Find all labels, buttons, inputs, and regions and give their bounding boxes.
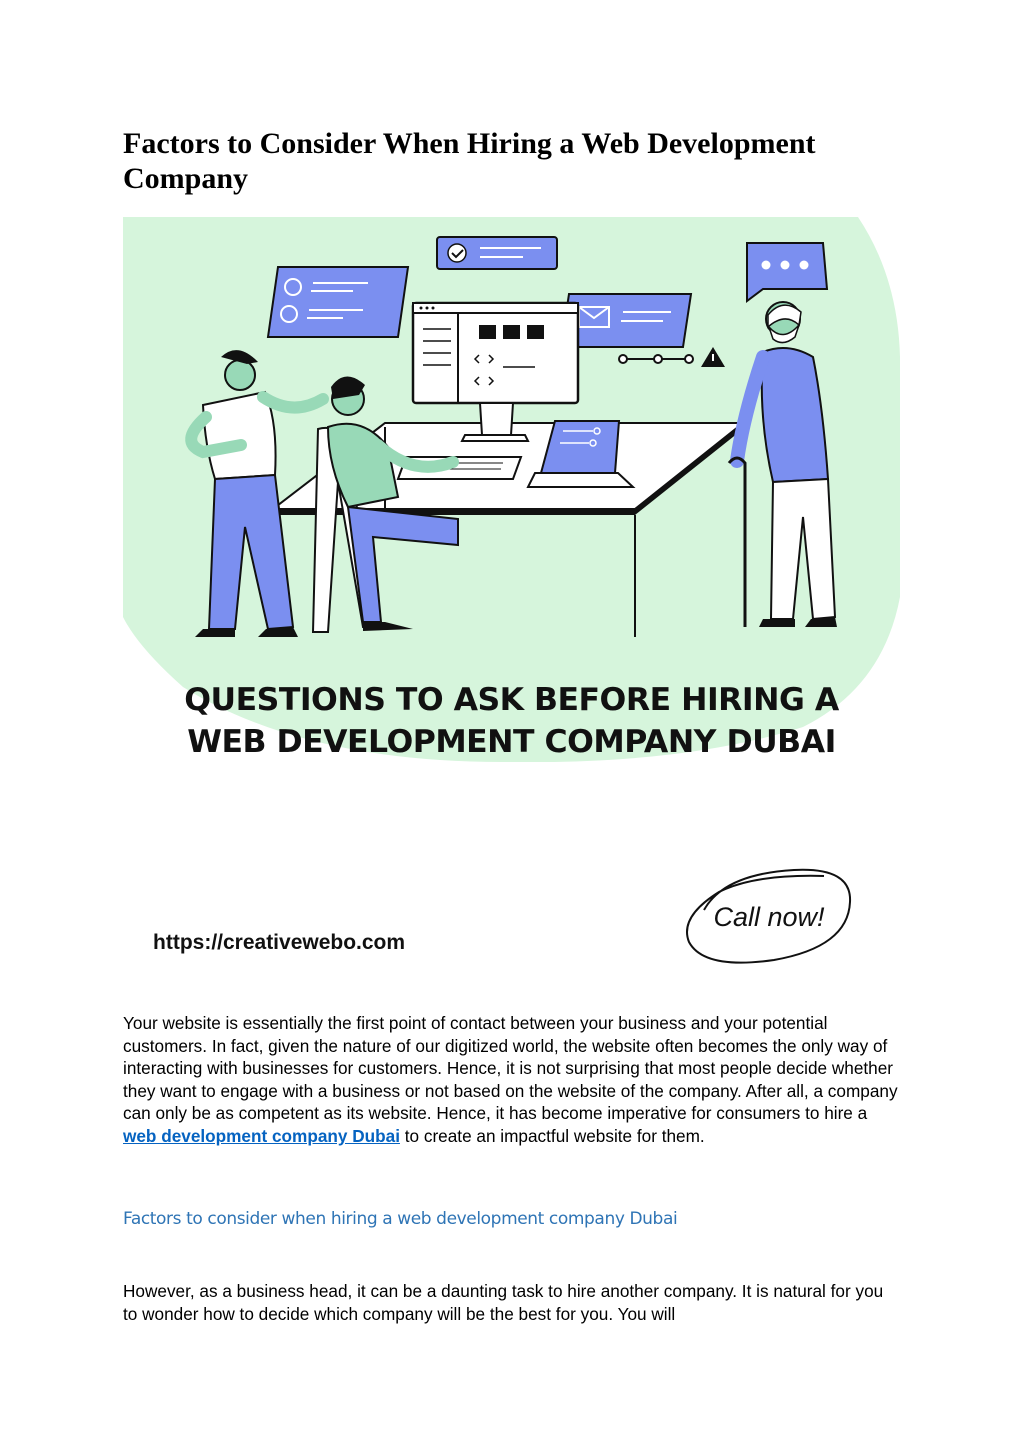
intro-text: Your website is essentially the first point of contact between your business and your potential customers. In fact, given the nature of our digitized world, the website often becomes the only way of interacting with businesses for customers. Hence, it is not surprising that most people decide whether they want to engage with a business or not based on the website of the company. After all, a company can only be as competent as its website. Hence, it has become imperative for consumers to hire a	[123, 1013, 898, 1124]
section-heading: Factors to consider when hiring a web development company Dubai	[123, 1209, 678, 1229]
second-paragraph: However, as a business head, it can be a daunting task to hire another company. It is natural for you to wonder how to decide which company will be the best for you. You will	[123, 1281, 884, 1324]
hero-heading	[123, 679, 900, 763]
list-card	[268, 267, 408, 337]
call-now-badge[interactable]	[684, 862, 856, 972]
page-title: Factors to Consider When Hiring a Web Development Company	[123, 127, 816, 195]
hero-heading-line1: QUESTIONS TO ASK BEFORE HIRING A	[184, 682, 839, 718]
hero-heading-line2: WEB DEVELOPMENT COMPANY DUBAI	[187, 724, 836, 760]
web-development-link[interactable]: web development company Dubai	[123, 1125, 400, 1146]
intro-tail-text: to create an impactful website for them.	[399, 1125, 705, 1146]
call-now-label: Call now!	[713, 902, 825, 932]
website-url[interactable]: https://creativewebo.com	[153, 931, 406, 954]
hero-illustration	[123, 217, 900, 762]
intro-paragraph	[123, 1012, 901, 1148]
check-card	[437, 237, 557, 269]
email-card	[561, 294, 691, 347]
